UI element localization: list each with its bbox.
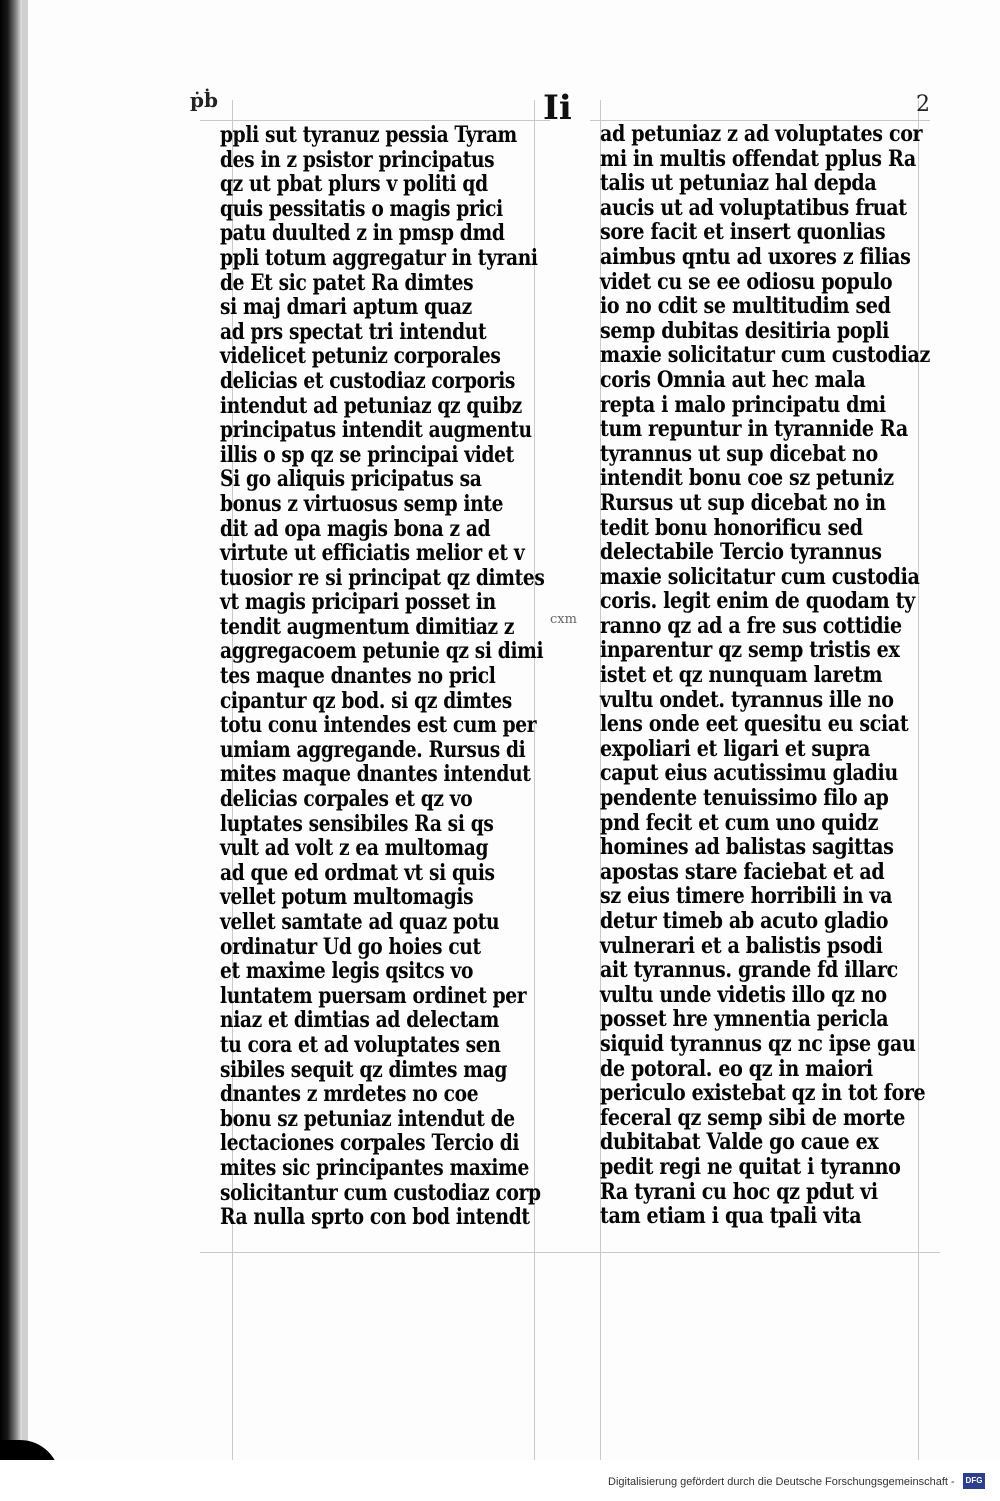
manuscript-line: delicias corpales et qz vo (220, 786, 473, 813)
manuscript-line: des in z psistor principatus (220, 146, 495, 173)
manuscript-line: ordinatur Ud go hoies cut (220, 933, 481, 960)
manuscript-line: et maxime legis qsitcs vo (220, 958, 474, 985)
manuscript-line: ad que ed ordmat vt si quis (220, 859, 495, 886)
manuscript-line: ppli totum aggregatur in tyrani (220, 244, 538, 271)
manuscript-line: io no cdit se multitudim sed (600, 293, 891, 320)
manuscript-line: ait tyrannus. grande fd illarc (600, 957, 898, 984)
manuscript-line: sore facit et insert quonlias (600, 219, 886, 246)
manuscript-line: vellet potum multomagis (220, 884, 474, 911)
manuscript-line: lectaciones corpales Tercio di (220, 1130, 520, 1157)
manuscript-line: de potoral. eo qz in maiori (600, 1055, 873, 1082)
manuscript-line: ad prs spectat tri intendut (220, 318, 487, 345)
manuscript-line: detur timeb ab acuto gladio (600, 908, 889, 934)
manuscript-line: aimbus qntu ad uxores z filias (600, 243, 911, 270)
manuscript-line: quis pessitatis o magis prici (220, 195, 503, 222)
manuscript-line: feceral qz semp sibi de morte (600, 1104, 906, 1131)
manuscript-line: mites sic principantes maxime (220, 1154, 530, 1181)
manuscript-line: mi in multis offendat pplus Ra (600, 145, 916, 172)
manuscript-line: de Et sic patet Ra dimtes (220, 269, 474, 296)
manuscript-line: posset hre ymnentia pericla (600, 1006, 889, 1033)
text-column-left (220, 123, 604, 1230)
manuscript-line: luptates sensibiles Ra si qs (220, 810, 494, 837)
manuscript-line: expoliari et ligari et supra (600, 735, 870, 762)
manuscript-line: intendut ad petuniaz qz quibz (220, 392, 522, 419)
manuscript-line: delicias et custodiaz corporis (220, 367, 516, 394)
dfg-logo: DFG (963, 1473, 985, 1489)
manuscript-line: tes maque dnantes no pricl (220, 663, 496, 690)
manuscript-line: illis o sp qz se principai videt (220, 441, 514, 468)
manuscript-line: principatus intendit augmentu (220, 417, 532, 444)
book-spine-shadow (0, 0, 22, 1501)
manuscript-line: tum repuntur in tyrannide Ra (600, 416, 908, 443)
manuscript-line: repta i malo principatu dmi (600, 391, 886, 418)
manuscript-line: Ra nulla sprto con bod intendt (220, 1204, 530, 1231)
manuscript-line: patu duulted z in pmsp dmd (220, 220, 505, 247)
manuscript-line: maxie solicitatur cum custodiaz (600, 342, 930, 369)
manuscript-line: vulnerari et a balistis psodi (600, 932, 883, 959)
manuscript-line: apostas stare faciebat et ad (600, 858, 885, 885)
manuscript-line: inparentur qz semp tristis ex (600, 637, 900, 664)
manuscript-line: Ra tyrani cu hoc qz pdut vi (600, 1178, 878, 1205)
manuscript-line: qz ut pbat plurs v politi qd (220, 171, 488, 198)
manuscript-line: luntatem puersam ordinet per (220, 982, 527, 1009)
manuscript-line: periculo existebat qz in tot fore (600, 1080, 926, 1107)
manuscript-line: umiam aggregande. Rursus di (220, 736, 526, 763)
manuscript-line: niaz et dimtias ad delectam (220, 1007, 499, 1034)
manuscript-line: sibiles sequit qz dimtes mag (220, 1056, 508, 1083)
manuscript-line: Si go aliquis pricipatus sa (220, 466, 482, 493)
manuscript-line: dubitabat Valde go caue ex (600, 1129, 879, 1156)
manuscript-line: mites maque dnantes intendut (220, 761, 531, 788)
manuscript-line: vult ad volt z ea multomag (220, 835, 489, 862)
manuscript-line: tedit bonu honorificu sed (600, 514, 863, 541)
ruling-line-bottom (200, 1252, 940, 1253)
manuscript-line: virtute ut efficiatis melior et v (220, 540, 525, 567)
manuscript-line: aggregacoem petunie qz si dimi (220, 638, 544, 665)
manuscript-line: sz eius timere horribili in va (600, 883, 893, 910)
manuscript-line: delectabile Tercio tyrannus (600, 539, 882, 566)
manuscript-line: vultu unde videtis illo qz no (600, 981, 887, 1008)
manuscript-line: Rursus ut sup dicebat no in (600, 489, 886, 516)
manuscript-line: tyrannus ut sup dicebat no (600, 440, 878, 467)
manuscript-line: solicitantur cum custodiaz corp (220, 1179, 541, 1206)
manuscript-line: siquid tyrannus qz nc ipse gau (600, 1030, 916, 1057)
manuscript-line: cipantur qz bod. si qz dimtes (220, 687, 512, 714)
manuscript-line: ranno qz ad a fre sus cottidie (600, 612, 902, 639)
manuscript-line: caput eius acutissimu gladiu (600, 760, 898, 787)
manuscript-line: coris Omnia aut hec mala (600, 366, 866, 393)
margin-note: cxm (550, 612, 577, 627)
manuscript-line: tuosior re si principat qz dimtes (220, 564, 545, 591)
manuscript-line: istet et qz nunquam laretm (600, 662, 883, 689)
manuscript-line: vt magis pricipari posset in (220, 589, 496, 616)
folio-number: Ii (543, 88, 572, 128)
funding-notice: Digitalisierung gefördert durch die Deutsche Forschungsgemeinschaft - (608, 1476, 955, 1488)
manuscript-line: vellet samtate ad quaz potu (220, 909, 500, 935)
manuscript-line: ad petuniaz z ad voluptates cor (600, 121, 923, 147)
manuscript-line: bonu sz petuniaz intendut de (220, 1105, 515, 1132)
manuscript-line: dit ad opa magis bona z ad (220, 515, 491, 542)
margin-mark-left: ṗḃ (190, 88, 218, 112)
manuscript-line: aucis ut ad voluptatibus fruat (600, 194, 907, 221)
text-column-right (600, 122, 981, 1229)
manuscript-line: homines ad balistas sagittas (600, 834, 894, 861)
manuscript-line: tu cora et ad voluptates sen (220, 1031, 501, 1058)
margin-mark-right: 2 (916, 92, 930, 117)
manuscript-line: semp dubitas desitiria popli (600, 317, 890, 344)
manuscript-line: intendit bonu coe sz petuniz (600, 465, 894, 492)
ruling-line-top-left (200, 120, 550, 121)
manuscript-line: pedit regi ne quitat i tyranno (600, 1153, 901, 1180)
manuscript-line: ppli sut tyranuz pessia Tyram (220, 122, 517, 148)
manuscript-line: totu conu intendes est cum per (220, 712, 537, 739)
manuscript-line: lens onde eet quesitu eu sciat (600, 711, 909, 738)
manuscript-line: pendente tenuissimo filo ap (600, 785, 889, 812)
manuscript-line: maxie solicitatur cum custodia (600, 563, 920, 590)
manuscript-line: dnantes z mrdetes no coe (220, 1081, 479, 1108)
manuscript-line: tendit augmentum dimitiaz z (220, 613, 515, 640)
manuscript-line: videlicet petuniz corporales (220, 343, 501, 370)
manuscript-line: vultu ondet. tyrannus ille no (600, 686, 894, 713)
manuscript-line: bonus z virtuosus semp inte (220, 490, 504, 517)
manuscript-line: pnd fecit et cum uno quidz (600, 809, 879, 836)
manuscript-line: talis ut petuniaz hal depda (600, 170, 877, 197)
manuscript-line: tam etiam i qua tpali vita (600, 1203, 862, 1230)
manuscript-line: videt cu se ee odiosu populo (600, 268, 893, 295)
manuscript-line: coris. legit enim de quodam ty (600, 588, 915, 615)
manuscript-line: si maj dmari aptum quaz (220, 294, 472, 321)
